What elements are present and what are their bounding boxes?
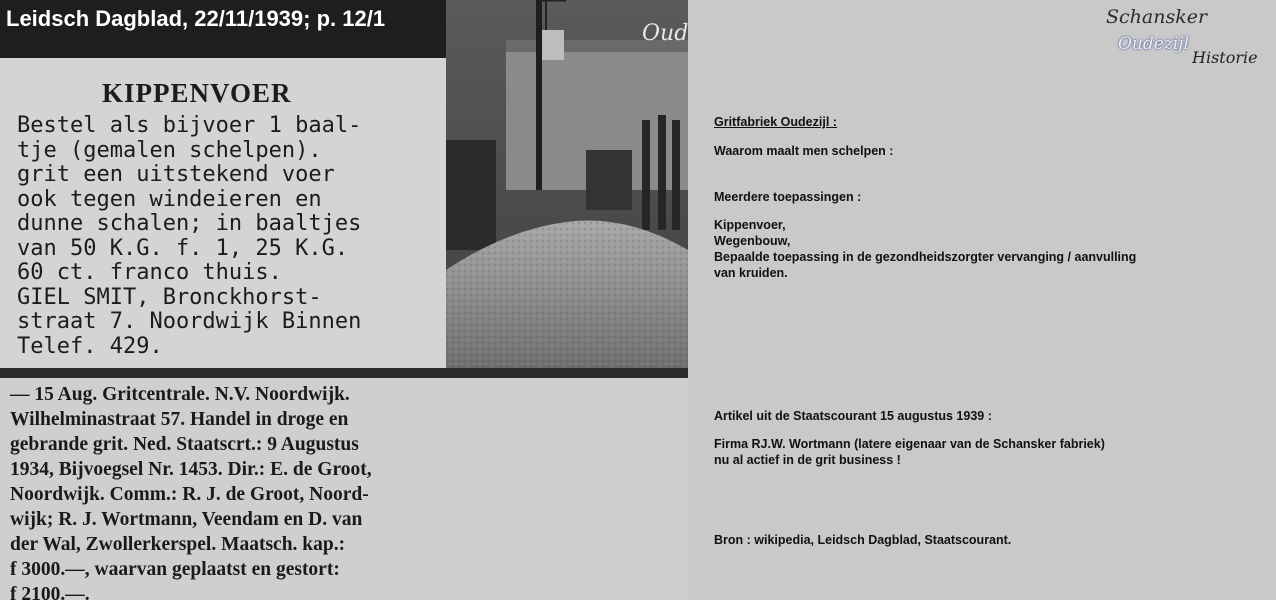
notice-line: gebrande grit. Ned. Staatscrt.: 9 Augustus xyxy=(10,434,359,455)
article-line: Firma RJ.W. Wortmann (latere eigenaar van de Schansker fabriek) xyxy=(714,437,1105,451)
notice-line: — 15 Aug. Gritcentrale. N.V. Noordwijk. xyxy=(10,384,350,405)
notice-line: f 3000.—, waarvan geplaatst en gestort: xyxy=(10,559,340,580)
notice-line: der Wal, Zwollerkerspel. Maatsch. kap.: xyxy=(10,534,346,555)
source-line: Bron : wikipedia, Leidsch Dagblad, Staatscourant. xyxy=(714,533,1012,547)
photo-watermark: Oud xyxy=(642,21,688,46)
clipping-header-bar xyxy=(0,0,446,58)
schansker-oudezijl-historie-logo xyxy=(1096,4,1272,70)
application-item: Bepaalde toepassing in de gezondheidszorgter vervanging / aanvulling xyxy=(714,250,1137,264)
notice-line: wijk; R. J. Wortmann, Veendam en D. van xyxy=(10,509,363,530)
notes-question: Waarom maalt men schelpen : xyxy=(714,144,894,158)
notes-panel xyxy=(714,114,1254,548)
notes-title: Gritfabriek Oudezijl : xyxy=(714,115,837,129)
notice-line: Wilhelminastraat 57. Handel in droge en xyxy=(10,409,349,430)
applications-heading: Meerdere toepassingen : xyxy=(714,190,862,204)
application-item: van kruiden. xyxy=(714,266,788,280)
notice-line: 1934, Bijvoegsel Nr. 1453. Dir.: E. de Groot, xyxy=(10,459,372,480)
ad-line: 60 ct. franco thuis. xyxy=(17,260,282,285)
staatscourant-notice-clipping xyxy=(0,378,688,600)
ad-line: tje (gemalen schelpen). xyxy=(17,137,322,163)
grit-factory-photo xyxy=(446,0,688,368)
ad-line: Bestel als bijvoer 1 baal- xyxy=(17,113,362,138)
logo-line-3: Historie xyxy=(1192,48,1258,67)
application-item: Kippenvoer, xyxy=(714,218,786,232)
logo-line-1: Schansker xyxy=(1106,6,1208,28)
clipping-divider xyxy=(0,368,688,378)
ad-line: Telef. 429. xyxy=(17,333,163,359)
notice-line: Noordwijk. Comm.: R. J. de Groot, Noord- xyxy=(10,484,369,505)
ad-body xyxy=(17,114,445,359)
notice-line: f 2100.—. xyxy=(10,584,90,600)
application-item: Wegenbouw, xyxy=(714,234,791,248)
ad-line: ook tegen windeieren en xyxy=(17,186,322,212)
ad-line: van 50 K.G. f. 1, 25 K.G. xyxy=(17,235,349,261)
factory-photo-illustration xyxy=(446,0,688,368)
ad-line: grit een uitstekend voer xyxy=(17,162,335,187)
ad-line: GIEL SMIT, Bronckhorst- xyxy=(17,284,322,310)
newspaper-ad-clipping xyxy=(0,0,446,368)
notice-body xyxy=(10,382,686,600)
logo-line-2: Oudezijl xyxy=(1118,34,1189,54)
ad-line: dunne schalen; in baaltjes xyxy=(17,211,362,236)
ad-line: straat 7. Noordwijk Binnen xyxy=(17,309,362,334)
ad-title: KIPPENVOER xyxy=(102,78,292,108)
article-heading: Artikel uit de Staatscourant 15 augustus 1939 : xyxy=(714,409,992,423)
clipping-source-header: Leidsch Dagblad, 22/11/1939; p. 12/1 xyxy=(6,6,386,31)
article-line: nu al actief in de grit business ! xyxy=(714,453,901,467)
